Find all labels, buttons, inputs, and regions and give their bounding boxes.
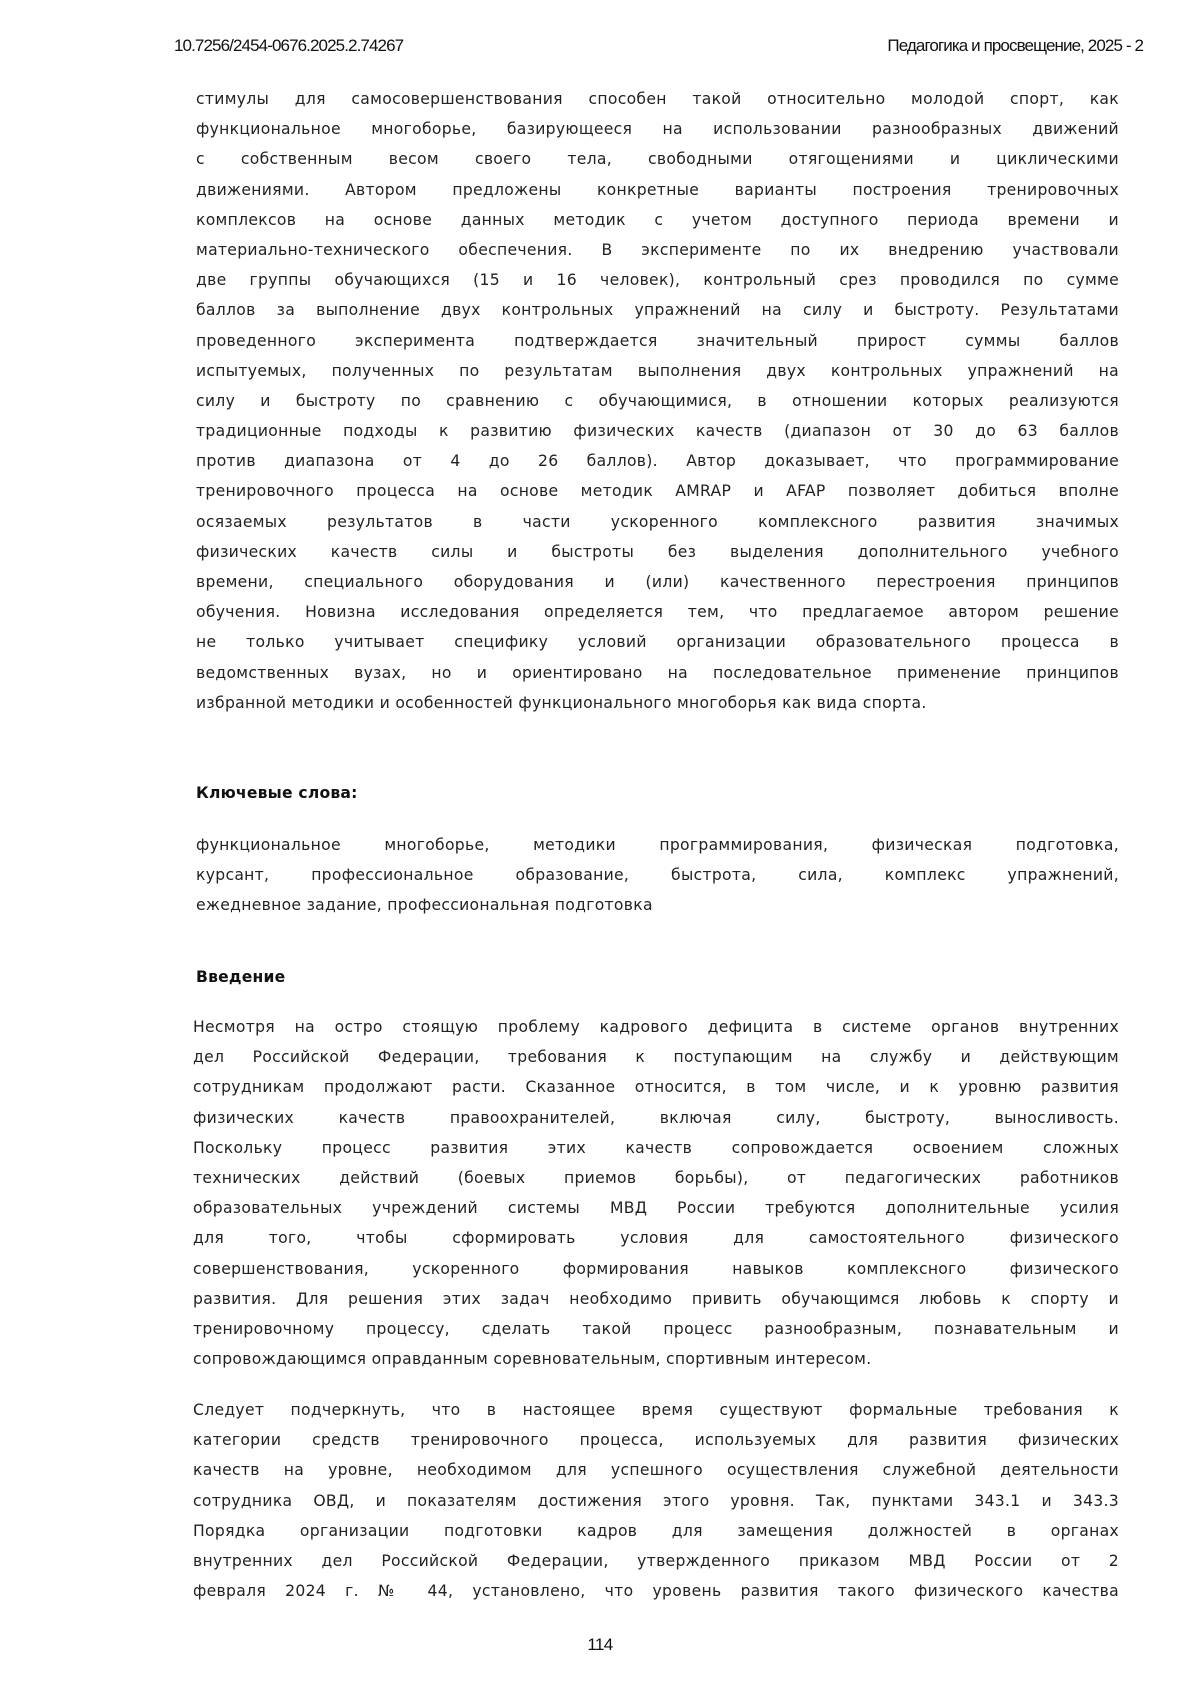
doi-header: 10.7256/2454-0676.2025.2.74267 xyxy=(174,36,403,56)
keywords-list xyxy=(196,830,1119,921)
text-line: силу и быстроту по сравнению с обучающимися, в отношении которых реализуются xyxy=(196,386,1119,416)
text-line: внутренних дел Российской Федерации, утвержденного приказом МВД России от 2 xyxy=(193,1546,1119,1576)
introduction-paragraph-1 xyxy=(193,1012,1119,1374)
text-line: материально-технического обеспечения. В эксперименте по их внедрению участвовали xyxy=(196,235,1119,265)
keywords-heading: Ключевые слова: xyxy=(196,784,358,802)
text-line: сотрудника ОВД, и показателям достижения этого уровня. Так, пунктами 343.1 и 343.3 xyxy=(193,1486,1119,1516)
text-line: Порядка организации подготовки кадров для замещения должностей в органах xyxy=(193,1516,1119,1546)
text-line: дел Российской Федерации, требования к поступающим на службу и действующим xyxy=(193,1042,1119,1072)
journal-header: Педагогика и просвещение, 2025 - 2 xyxy=(887,36,1143,56)
introduction-heading: Введение xyxy=(196,968,285,986)
abstract-paragraph xyxy=(196,84,1119,718)
text-line: ежедневное задание, профессиональная подготовка xyxy=(196,890,1119,920)
text-line: функциональное многоборье, базирующееся на использовании разнообразных движений xyxy=(196,114,1119,144)
text-line: функциональное многоборье, методики программирования, физическая подготовка, xyxy=(196,830,1119,860)
text-line: категории средств тренировочного процесса, используемых для развития физических xyxy=(193,1425,1119,1455)
text-line: Следует подчеркнуть, что в настоящее время существуют формальные требования к xyxy=(193,1395,1119,1425)
text-line: тренировочного процесса на основе методик AMRAP и AFAP позволяет добиться вполне xyxy=(196,476,1119,506)
page-number: 114 xyxy=(0,1635,1200,1655)
text-line: традиционные подходы к развитию физических качеств (диапазон от 30 до 63 баллов xyxy=(196,416,1119,446)
text-line: осязаемых результатов в части ускоренного комплексного развития значимых xyxy=(196,507,1119,537)
text-line: проведенного эксперимента подтверждается значительный прирост суммы баллов xyxy=(196,326,1119,356)
text-line: времени, специального оборудования и (или) качественного перестроения принципов xyxy=(196,567,1119,597)
text-line: избранной методики и особенностей функционального многоборья как вида спорта. xyxy=(196,688,1119,718)
introduction-paragraph-2 xyxy=(193,1395,1119,1606)
text-line: ведомственных вузах, но и ориентировано на последовательное применение принципов xyxy=(196,658,1119,688)
text-line: с собственным весом своего тела, свободными отягощениями и циклическими xyxy=(196,144,1119,174)
text-line: обучения. Новизна исследования определяется тем, что предлагаемое автором решение xyxy=(196,597,1119,627)
text-line: против диапазона от 4 до 26 баллов). Автор доказывает, что программирование xyxy=(196,446,1119,476)
text-line: образовательных учреждений системы МВД России требуются дополнительные усилия xyxy=(193,1193,1119,1223)
text-line: развития. Для решения этих задач необходимо привить обучающимся любовь к спорту и xyxy=(193,1284,1119,1314)
text-line: сотрудникам продолжают расти. Сказанное относится, в том числе, и к уровню развития xyxy=(193,1072,1119,1102)
text-line: не только учитывает специфику условий организации образовательного процесса в xyxy=(196,627,1119,657)
text-line: для того, чтобы сформировать условия для самостоятельного физического xyxy=(193,1223,1119,1253)
text-line: комплексов на основе данных методик с учетом доступного периода времени и xyxy=(196,205,1119,235)
text-line: две группы обучающихся (15 и 16 человек), контрольный срез проводился по сумме xyxy=(196,265,1119,295)
text-line: физических качеств правоохранителей, включая силу, быстроту, выносливость. xyxy=(193,1103,1119,1133)
text-line: движениями. Автором предложены конкретные варианты построения тренировочных xyxy=(196,175,1119,205)
text-line: физических качеств силы и быстроты без выделения дополнительного учебного xyxy=(196,537,1119,567)
text-line: тренировочному процессу, сделать такой процесс разнообразным, познавательным и xyxy=(193,1314,1119,1344)
text-line: технических действий (боевых приемов борьбы), от педагогических работников xyxy=(193,1163,1119,1193)
text-line: Несмотря на остро стоящую проблему кадрового дефицита в системе органов внутренних xyxy=(193,1012,1119,1042)
text-line: испытуемых, полученных по результатам выполнения двух контрольных упражнений на xyxy=(196,356,1119,386)
text-line: Поскольку процесс развития этих качеств сопровождается освоением сложных xyxy=(193,1133,1119,1163)
text-line: качеств на уровне, необходимом для успешного осуществления служебной деятельности xyxy=(193,1455,1119,1485)
text-line: курсант, профессиональное образование, быстрота, сила, комплекс упражнений, xyxy=(196,860,1119,890)
text-line: совершенствования, ускоренного формирования навыков комплексного физического xyxy=(193,1254,1119,1284)
text-line: сопровождающимся оправданным соревновательным, спортивным интересом. xyxy=(193,1344,1119,1374)
text-line: февраля 2024 г. № 44, установлено, что уровень развития такого физического качества xyxy=(193,1576,1119,1606)
text-line: стимулы для самосовершенствования способен такой относительно молодой спорт, как xyxy=(196,84,1119,114)
text-line: баллов за выполнение двух контрольных упражнений на силу и быстроту. Результатами xyxy=(196,295,1119,325)
